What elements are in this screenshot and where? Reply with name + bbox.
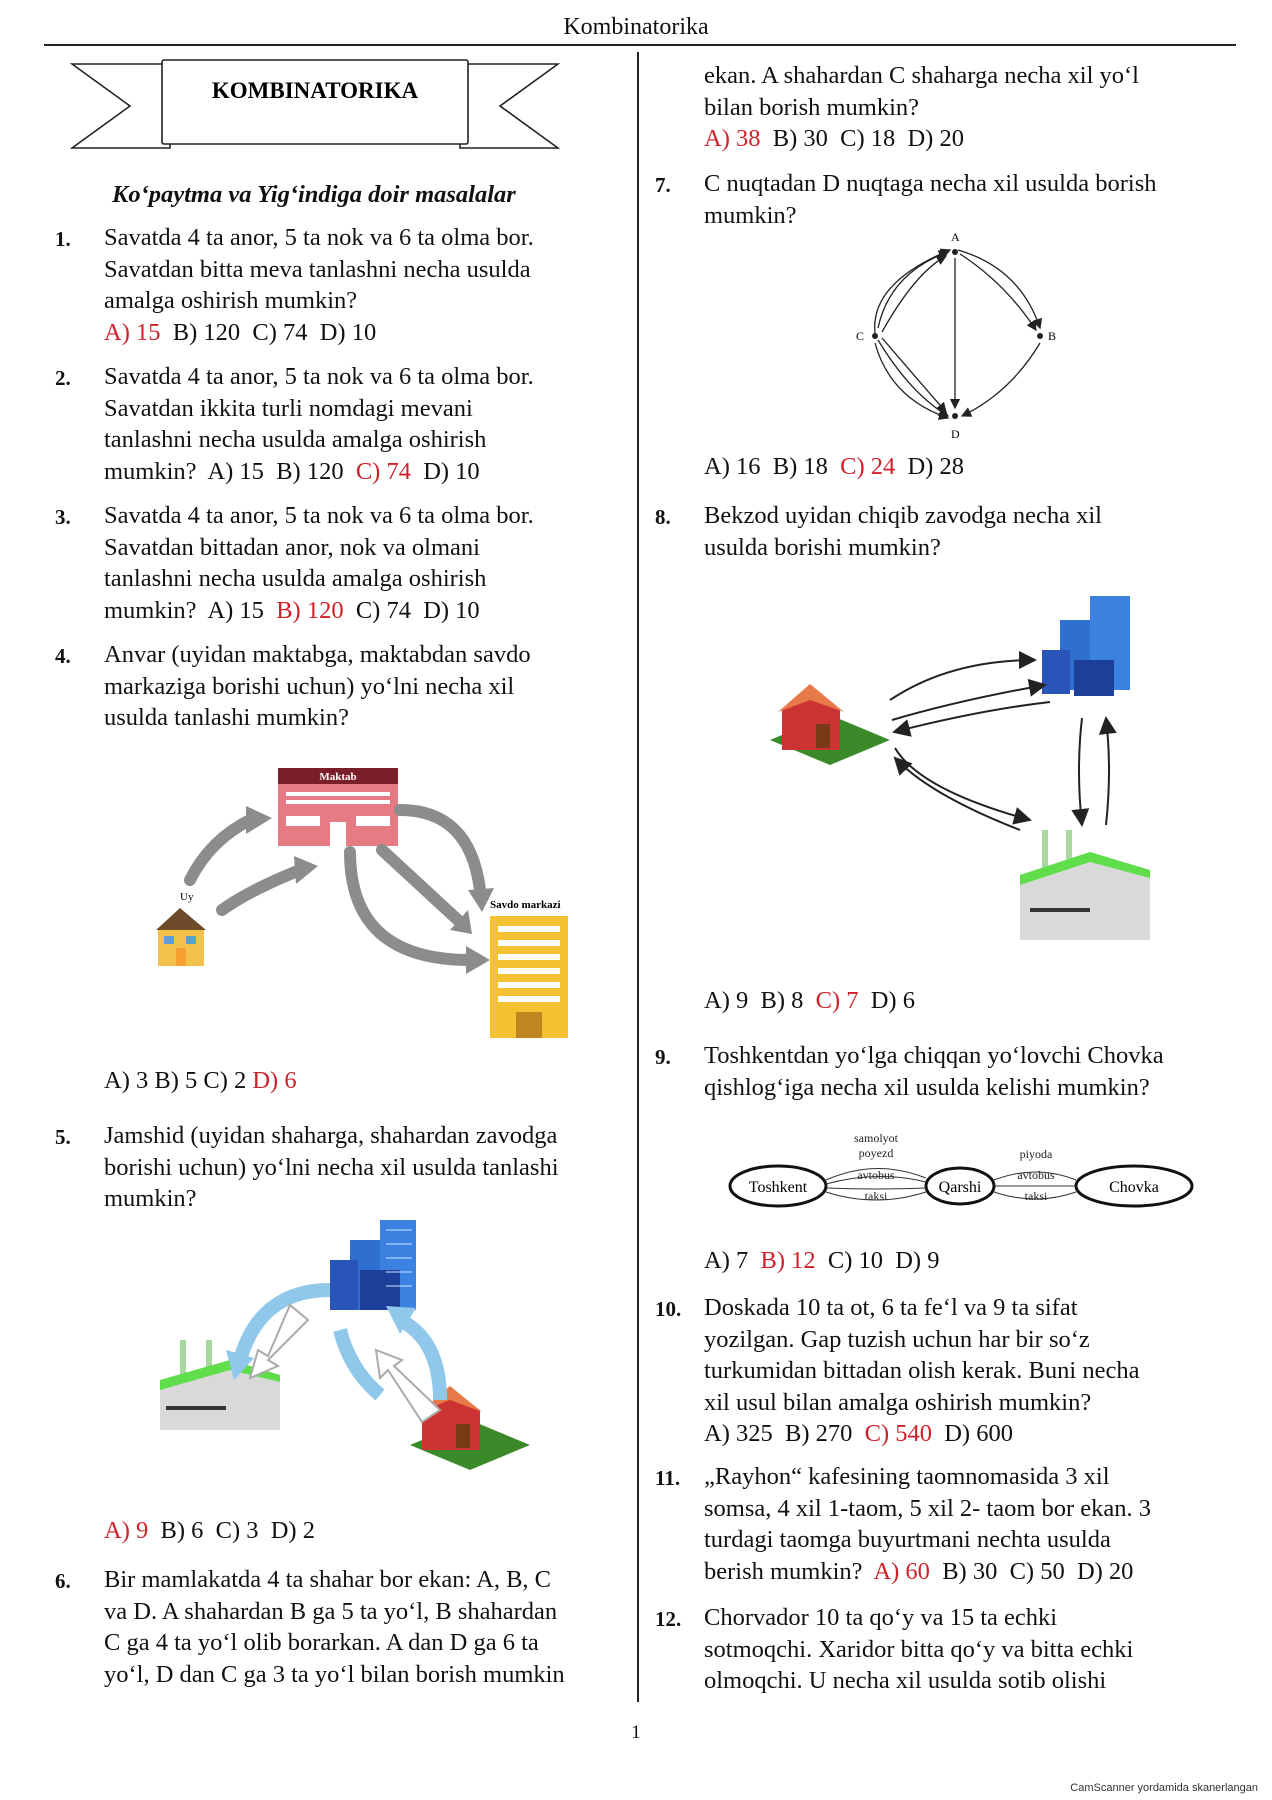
svg-text:taksi: taksi (1024, 1189, 1048, 1203)
house-icon (770, 684, 890, 765)
problem-4-options (104, 1065, 297, 1097)
svg-text:Uy: Uy (180, 891, 194, 903)
page-number: 1 (631, 1722, 641, 1743)
option-b: B) 18 (772, 453, 828, 480)
option-c: C) 3 (215, 1517, 259, 1544)
factory-icon (1020, 830, 1150, 940)
svg-text:avtobus: avtobus (1017, 1168, 1055, 1182)
option-d: D) 6 (252, 1067, 297, 1094)
problem-1-text: Savatda 4 ta anor, 5 ta nok va 6 ta olma bor. Savatdan bitta meva tanlashni necha usulda amalga oshirish mumkin? A) 15 B) 120 C) 74 D) 10 (104, 222, 534, 348)
option-c: C) 18 (840, 125, 896, 152)
problem-number: 5. (55, 1125, 71, 1149)
problem-number: 10. (655, 1297, 682, 1321)
option-d: D) 10 (423, 457, 480, 485)
option-a: A) 38 (704, 125, 761, 152)
option-b: B) 270 (784, 1420, 853, 1447)
option-a: A) 16 (704, 453, 761, 480)
problem-number: 12. (655, 1607, 682, 1631)
problem-3-text: Savatda 4 ta anor, 5 ta nok va 6 ta olma bor. Savatdan bittadan anor, nok va olmani tanlashni necha usulda amalga oshirish mumkin? A) 15 B) 120 C) 74 D) 10 (104, 502, 534, 624)
problem-9-options (704, 1245, 939, 1277)
problem-12-text: Chorvador 10 ta qo‘y va 15 ta echki sotmoqchi. Xaridor bitta qo‘y va bitta echki olmoqchi. U necha xil usulda sotib olishi (704, 1604, 1134, 1694)
point-b-label: B (1048, 329, 1057, 343)
point-c-label: C (856, 329, 865, 343)
option-b: B) 8 (760, 987, 804, 1014)
city-icon (330, 1220, 416, 1310)
scanner-watermark: CamScanner yordamida skanerlangan (1070, 1782, 1258, 1794)
option-b: B) 12 (760, 1247, 816, 1274)
svg-text:avtobus: avtobus (857, 1168, 895, 1182)
problem-number: 8. (655, 505, 671, 529)
option-d: D) 28 (907, 453, 964, 480)
point-a-label: A (951, 230, 960, 244)
node-chovka: Chovka (1109, 1179, 1159, 1196)
city-factory-diagram (150, 1210, 580, 1480)
option-a: A) 7 (704, 1247, 749, 1274)
option-c: C) 10 (827, 1247, 883, 1274)
problem-6-text: Bir mamlakatda 4 ta shahar bor ekan: A, B, C va D. A shahardan B ga 5 ta yo‘l, B shahardan C ga 4 ta yo‘l olib borarkan. A dan D ga 6 ta yo‘l, D dan C ga 3 ta yo‘l bilan borish mumkin (104, 1566, 565, 1688)
school-route-diagram (150, 760, 580, 1050)
option-c: C) 2 (203, 1067, 247, 1094)
option-b: B) 30 (772, 125, 828, 152)
option-d: D) 20 (1076, 1557, 1134, 1585)
option-b: B) 120 (276, 457, 344, 485)
problem-number: 9. (655, 1045, 671, 1069)
problem-5-options (104, 1515, 315, 1547)
svg-text:samolyot: samolyot (854, 1131, 898, 1145)
problem-8-text: Bekzod uyidan chiqib zavodga necha xil usulda borishi mumkin? (704, 502, 1102, 561)
option-a: A) 9 (104, 1517, 149, 1544)
option-a: A) 60 (873, 1557, 930, 1585)
svg-text:taksi: taksi (864, 1189, 888, 1203)
problem-4-text: Anvar (uyidan maktabga, maktabdan savdo markaziga borishi uchun) yo‘lni necha xil usulda tanlashi mumkin? (104, 641, 531, 731)
option-c: C) 7 (815, 987, 859, 1014)
problem-7-text: C nuqtadan D nuqtaga necha xil usulda borish mumkin? (704, 170, 1157, 229)
problem-number: 11. (655, 1466, 681, 1490)
option-c: C) 74 (252, 318, 308, 346)
option-a: A) 325 (704, 1420, 773, 1447)
option-b: B) 120 (172, 318, 241, 346)
problem-6-continued: ekan. A shahardan C shaharga necha xil yo‘l bilan borish mumkin? A) 38 B) 30 C) 18 D) 20 (704, 62, 1139, 152)
svg-text:Savdo markazi: Savdo markazi (490, 899, 561, 911)
option-d: D) 20 (907, 125, 964, 152)
svg-text:piyoda: piyoda (1019, 1147, 1053, 1161)
option-c: C) 74 (355, 596, 411, 624)
problem-number: 7. (655, 173, 671, 197)
answer-options (104, 317, 534, 349)
option-d: D) 600 (944, 1420, 1013, 1447)
column-divider (637, 52, 639, 1702)
point-graph-diagram (830, 228, 1060, 448)
problem-number: 4. (55, 644, 71, 668)
option-d: D) 6 (870, 987, 915, 1014)
option-b: B) 6 (160, 1517, 204, 1544)
option-b: B) 5 (154, 1067, 198, 1094)
option-b: B) 30 (942, 1557, 998, 1585)
node-qarshi: Qarshi (938, 1179, 982, 1196)
option-c: C) 74 (355, 457, 411, 485)
problem-11-text: „Rayhon“ kafesining taomnomasida 3 xil somsa, 4 xil 1-taom, 5 xil 2- taom bor ekan. 3 turdagi taomga buyurtmani nechta usulda berish mumkin? A) 60 B) 30 C) 50 D) 20 (704, 1463, 1152, 1585)
option-a: A) 15 (104, 318, 161, 346)
option-d: D) 10 (423, 596, 480, 624)
problem-10-text: Doskada 10 ta ot, 6 ta fe‘l va 9 ta sifat yozilgan. Gap tuzish uchun har bir so‘z turkumidan bittadan olish kerak. Buni necha xil usul bilan amalga oshirish mumkin? A) 325 B) 270 C) 540 D) 600 (704, 1294, 1140, 1447)
option-b: B) 120 (276, 596, 344, 624)
title-banner (70, 56, 560, 156)
svg-text:Maktab: Maktab (319, 771, 357, 783)
route-diagram (726, 1130, 1196, 1212)
point-d-label: D (951, 427, 960, 441)
option-d: D) 9 (895, 1247, 940, 1274)
problem-8-options (704, 985, 915, 1017)
option-a: A) 3 (104, 1067, 149, 1094)
problem-5-text: Jamshid (uyidan shaharga, shahardan zavodga borishi uchun) yo‘lni necha xil usulda tanlashi mumkin? (104, 1122, 559, 1212)
problem-number: 3. (55, 505, 71, 529)
option-d: D) 2 (270, 1517, 315, 1544)
problem-number: 1. (55, 227, 71, 251)
option-c: C) 540 (864, 1420, 932, 1447)
problem-9-text: Toshkentdan yo‘lga chiqqan yo‘lovchi Chovka qishlog‘iga necha xil usulda kelishi mumkin? (704, 1042, 1164, 1101)
problem-7-options (704, 451, 964, 483)
option-d: D) 10 (319, 318, 377, 346)
node-toshkent: Toshkent (748, 1179, 808, 1196)
banner-title: KOMBINATORIKA (211, 78, 419, 103)
section-subtitle: Ko‘paytma va Yig‘indiga doir masalalar (112, 181, 516, 208)
svg-text:poyezd: poyezd (858, 1146, 894, 1160)
option-a: A) 9 (704, 987, 749, 1014)
problem-number: 2. (55, 366, 71, 390)
problem-number: 6. (55, 1569, 71, 1593)
problem-2-text: Savatda 4 ta anor, 5 ta nok va 6 ta olma bor. Savatdan ikkita turli nomdagi mevani tanlashni necha usulda amalga oshirish mumkin? A) 15 B) 120 C) 74 D) 10 (104, 363, 534, 485)
option-c: C) 24 (840, 453, 896, 480)
city-icon (1042, 596, 1130, 696)
option-a: A) 15 (207, 457, 264, 485)
option-a: A) 15 (207, 596, 264, 624)
running-header: Kombinatorika (563, 14, 709, 40)
home-factory-diagram (760, 590, 1160, 950)
header-rule (44, 44, 1236, 46)
option-c: C) 50 (1009, 1557, 1065, 1585)
